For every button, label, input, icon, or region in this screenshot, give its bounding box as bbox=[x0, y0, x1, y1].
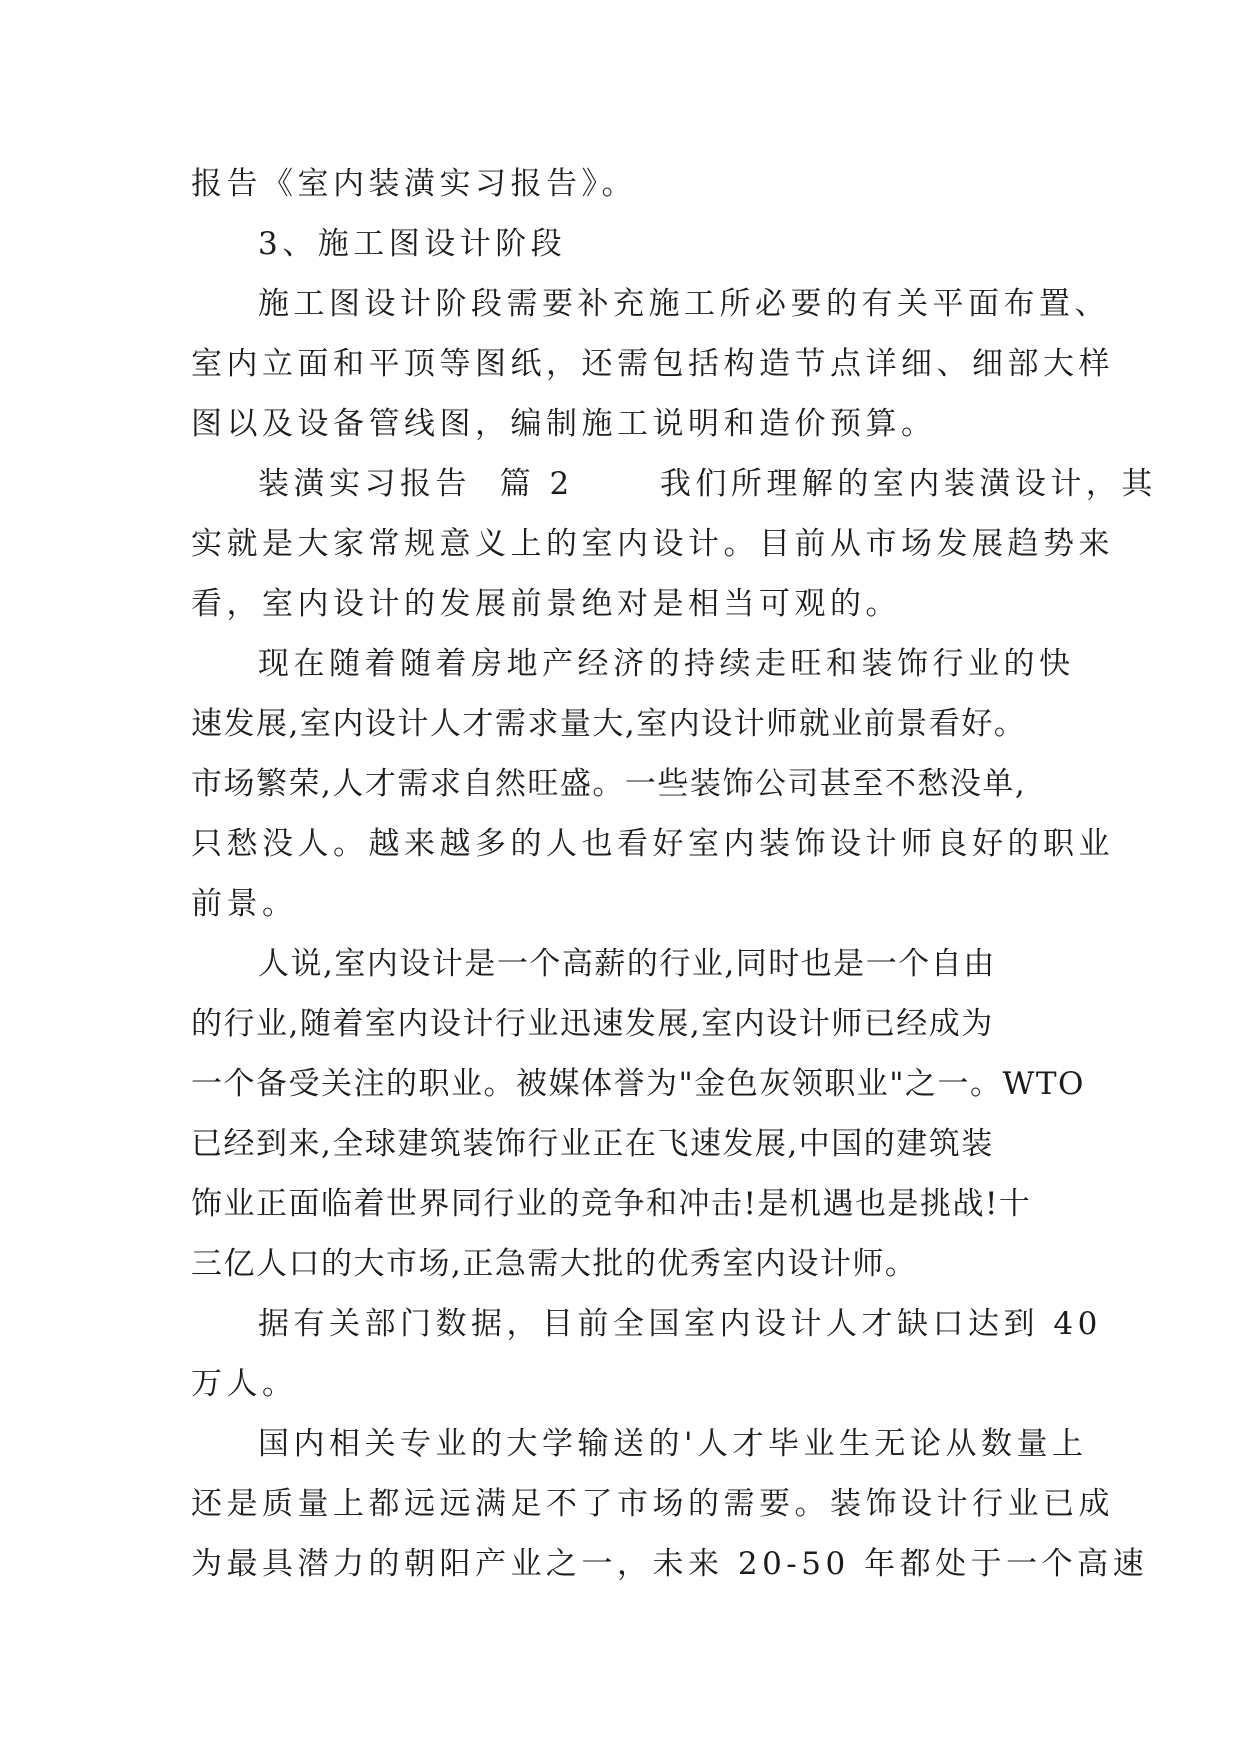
text-line: 报告《室内装潢实习报告》。 bbox=[191, 166, 637, 202]
text-line: 图以及设备管线图，编制施工说明和造价预算。 bbox=[191, 406, 937, 442]
text-line: 三亿人口的大市场,正急需大批的优秀室内设计师。 bbox=[191, 1246, 918, 1282]
article-heading-line: 装潢实习报告 篇 2 我们所理解的室内装潢设计，其 bbox=[258, 466, 1157, 502]
text-line: 的行业,随着室内设计行业迅速发展,室内设计师已经成为 bbox=[191, 1006, 994, 1042]
text-line: 速发展,室内设计人才需求量大,室内设计师就业前景看好。 bbox=[191, 706, 1027, 742]
text-line: 为最具潜力的朝阳产业之一，未来 20-50 年都处于一个高速 bbox=[191, 1546, 1149, 1582]
text-line: 看，室内设计的发展前景绝对是相当可观的。 bbox=[191, 586, 901, 622]
text-line: 一个备受关注的职业。被媒体誉为"金色灰领职业"之一。WTO bbox=[191, 1066, 1085, 1102]
text-line: 前景。 bbox=[191, 886, 298, 922]
text-line: 室内立面和平顶等图纸，还需包括构造节点详细、细部大样 bbox=[191, 346, 1114, 382]
text-line: 市场繁荣,人才需求自然旺盛。一些装饰公司甚至不愁没单, bbox=[191, 766, 1027, 802]
text-line: 还是质量上都远远满足不了市场的需要。装饰设计行业已成 bbox=[191, 1486, 1114, 1522]
paragraph-line: 施工图设计阶段需要补充施工所必要的有关平面布置、 bbox=[258, 286, 1110, 322]
paragraph-line: 人说,室内设计是一个高薪的行业,同时也是一个自由 bbox=[258, 946, 996, 982]
text-line: 饰业正面临着世界同行业的竞争和冲击!是机遇也是挑战!十 bbox=[191, 1186, 1032, 1222]
section-heading: 3、施工图设计阶段 bbox=[258, 226, 567, 262]
text-line: 只愁没人。越来越多的人也看好室内装饰设计师良好的职业 bbox=[191, 826, 1114, 862]
paragraph-line: 国内相关专业的大学输送的'人才毕业生无论从数量上 bbox=[258, 1426, 1088, 1462]
paragraph-line: 据有关部门数据，目前全国室内设计人才缺口达到 40 bbox=[258, 1306, 1102, 1342]
paragraph-line: 现在随着随着房地产经济的持续走旺和装饰行业的快 bbox=[258, 646, 1075, 682]
text-line: 万人。 bbox=[191, 1366, 298, 1402]
text-line: 已经到来,全球建筑装饰行业正在飞速发展,中国的建筑装 bbox=[191, 1126, 994, 1162]
text-line: 实就是大家常规意义上的室内设计。目前从市场发展趋势来 bbox=[191, 526, 1114, 562]
